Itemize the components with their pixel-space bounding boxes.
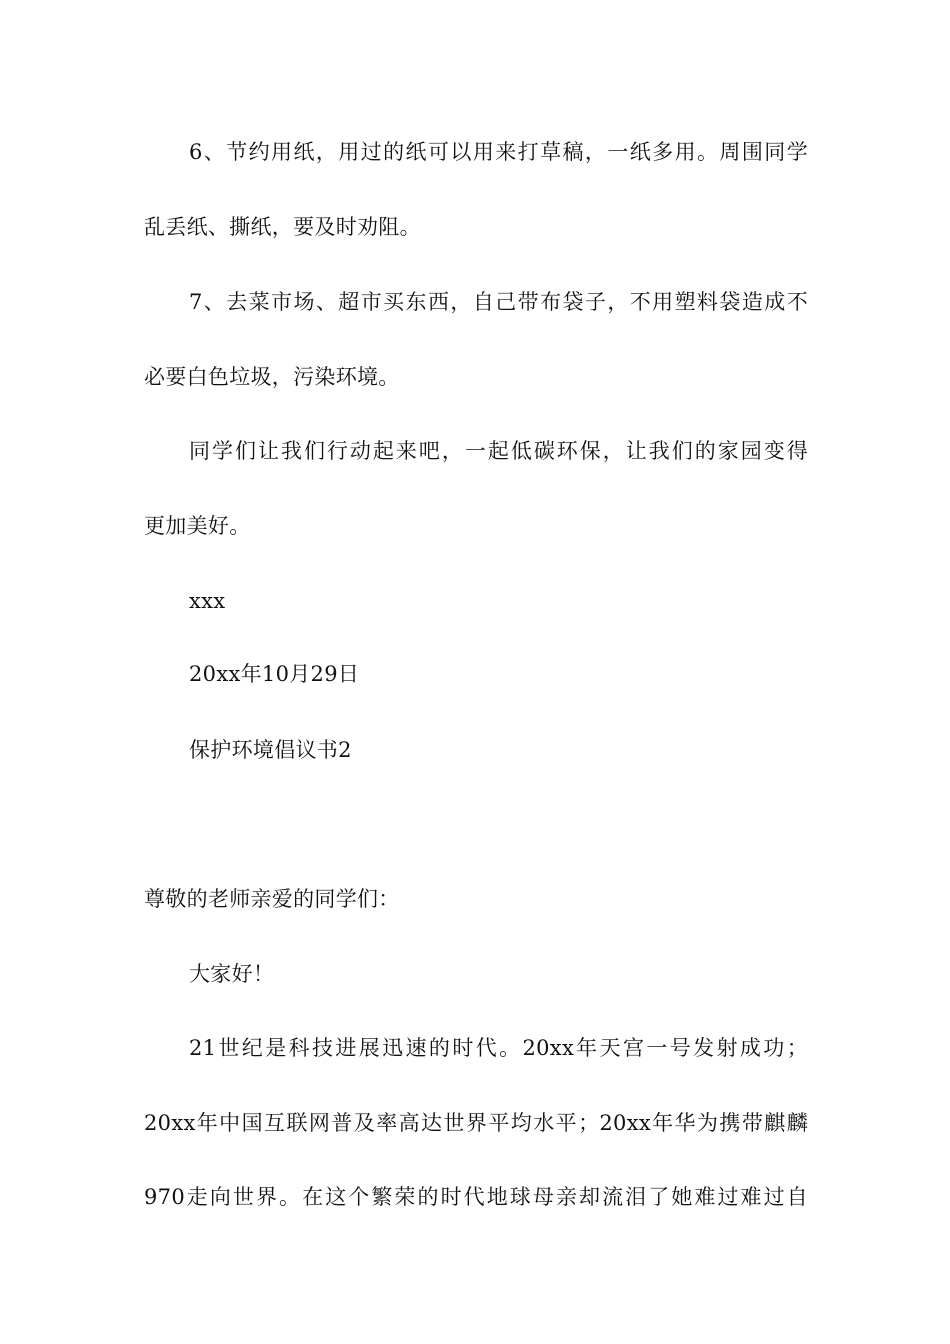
closing-paragraph-line-1: 同学们让我们行动起来吧，一起低碳环保，让我们的家园变得 [189,439,808,463]
paragraph-7-line-2: 必要白色垃圾，污染环境。 [144,365,400,389]
closing-paragraph-line-2: 更加美好。 [144,514,251,538]
paragraph-6-line-1: 6、节约用纸，用过的纸可以用来打草稿，一纸多用。周围同学 [189,140,808,164]
date: 20xx年10月29日 [189,662,360,686]
salutation: 尊敬的老师亲爱的同学们： [144,887,400,911]
paragraph-6-line-2: 乱丢纸、撕纸，要及时劝阻。 [144,215,421,239]
body-paragraph-line-1: 21世纪是科技进展迅速的时代。20xx年天宫一号发射成功； [189,1036,808,1060]
body-paragraph-line-3: 970走向世界。在这个繁荣的时代地球母亲却流泪了她难过难过自 [144,1185,808,1209]
body-paragraph-line-2: 20xx年中国互联网普及率高达世界平均水平；20xx年华为携带麒麟 [144,1111,808,1135]
signature: xxx [189,589,226,613]
paragraph-7-line-1: 7、去菜市场、超市买东西，自己带布袋子，不用塑料袋造成不 [189,290,808,314]
section-title: 保护环境倡议书2 [189,738,352,762]
greeting: 大家好！ [189,962,275,986]
